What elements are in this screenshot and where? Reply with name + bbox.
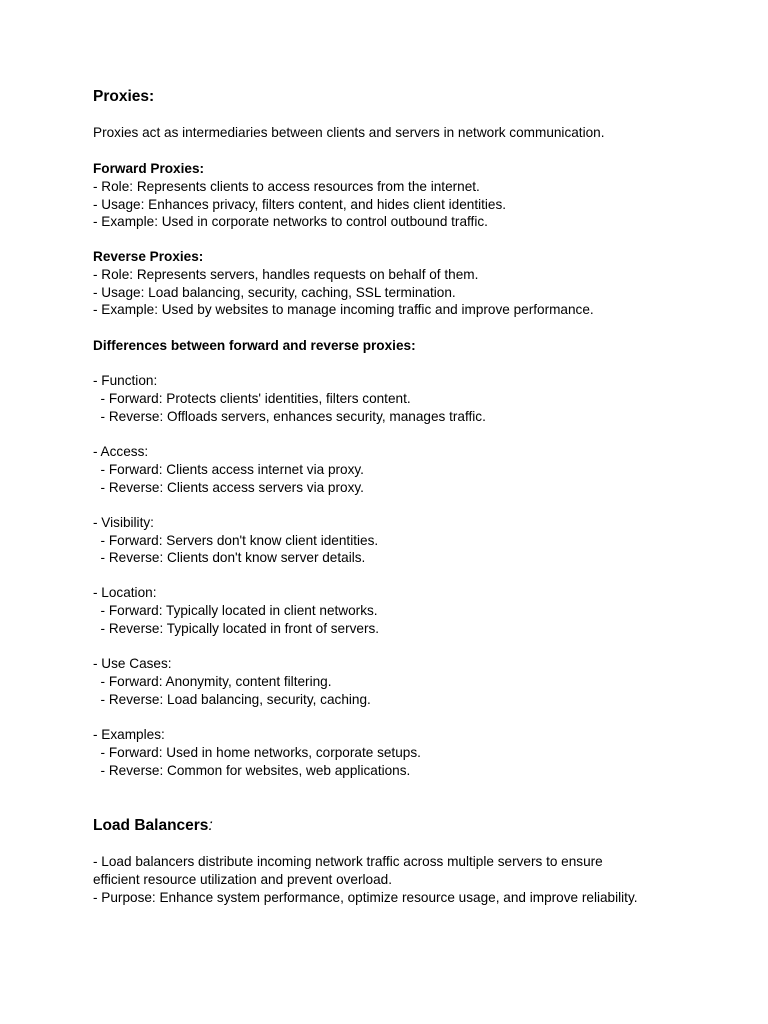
diff-usecases-forward: - Forward: Anonymity, content filtering. [93, 674, 332, 689]
diff-function-reverse: - Reverse: Offloads servers, enhances security, manages traffic. [93, 409, 486, 424]
diff-access-reverse: - Reverse: Clients access servers via proxy. [93, 480, 364, 495]
forward-proxies-heading: Forward Proxies: [93, 161, 205, 176]
load-balancers-heading-text: Load Balancers [93, 817, 209, 834]
load-balancers-purpose: - Purpose: Enhance system performance, optimize resource usage, and improve reliability. [93, 890, 638, 905]
load-balancers-heading [93, 817, 213, 835]
proxies-heading: Proxies: [93, 88, 155, 105]
reverse-role: - Role: Represents servers, handles requests on behalf of them. [93, 267, 479, 282]
diff-examples-reverse: - Reverse: Common for websites, web applications. [93, 763, 411, 778]
differences-heading: Differences between forward and reverse proxies: [93, 338, 416, 353]
reverse-usage: - Usage: Load balancing, security, caching, SSL termination. [93, 285, 456, 300]
diff-visibility-forward: - Forward: Servers don't know client identities. [93, 533, 379, 548]
load-balancers-heading-colon: : [208, 817, 213, 834]
diff-examples-label: - Examples: [93, 727, 165, 742]
diff-examples-forward: - Forward: Used in home networks, corporate setups. [93, 745, 421, 760]
forward-usage: - Usage: Enhances privacy, filters content, and hides client identities. [93, 197, 507, 212]
diff-location-forward: - Forward: Typically located in client networks. [93, 603, 378, 618]
diff-access-forward: - Forward: Clients access internet via proxy. [93, 462, 364, 477]
diff-usecases-reverse: - Reverse: Load balancing, security, caching. [93, 692, 371, 707]
diff-access-label: - Access: [93, 444, 149, 459]
load-balancers-line1a: - Load balancers distribute incoming network traffic across multiple servers to ensure [93, 854, 603, 869]
diff-usecases-label: - Use Cases: [93, 656, 172, 671]
diff-location-label: - Location: [93, 585, 157, 600]
diff-visibility-label: - Visibility: [93, 515, 154, 530]
diff-visibility-reverse: - Reverse: Clients don't know server details. [93, 550, 366, 565]
forward-example: - Example: Used in corporate networks to control outbound traffic. [93, 214, 488, 229]
reverse-proxies-heading: Reverse Proxies: [93, 249, 204, 264]
reverse-example: - Example: Used by websites to manage incoming traffic and improve performance. [93, 302, 594, 317]
load-balancers-line1b: efficient resource utilization and prevent overload. [93, 872, 392, 887]
diff-location-reverse: - Reverse: Typically located in front of servers. [93, 621, 380, 636]
forward-role: - Role: Represents clients to access resources from the internet. [93, 179, 480, 194]
diff-function-label: - Function: [93, 373, 158, 388]
proxies-intro: Proxies act as intermediaries between clients and servers in network communication. [93, 125, 605, 140]
diff-function-forward: - Forward: Protects clients' identities, filters content. [93, 391, 411, 406]
